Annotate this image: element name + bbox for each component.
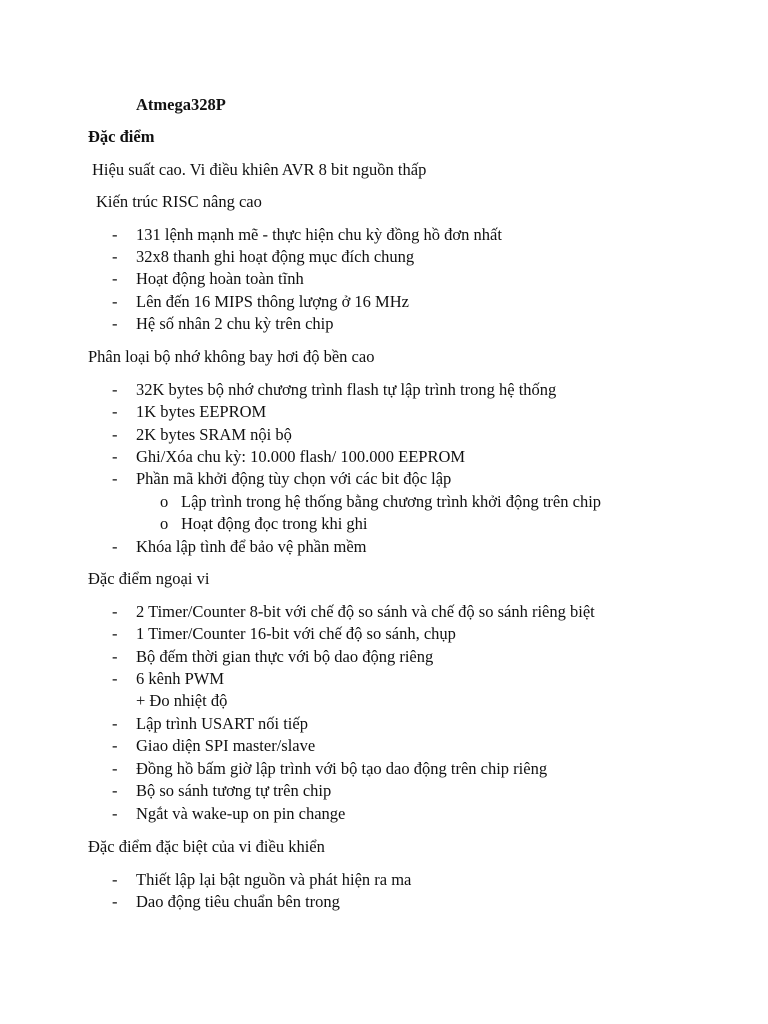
list-item bbox=[112, 803, 345, 826]
dash-marker: - bbox=[112, 469, 118, 488]
list-item bbox=[112, 735, 315, 758]
document-title: Atmega328P bbox=[136, 95, 226, 114]
dash-marker: - bbox=[112, 669, 118, 688]
dash-marker: - bbox=[112, 425, 118, 444]
circle-bullet-icon: o bbox=[160, 492, 169, 511]
list-item bbox=[112, 891, 340, 914]
list-item-text: Giao diện SPI master/slave bbox=[136, 736, 316, 755]
list-item bbox=[112, 601, 595, 624]
list-item bbox=[112, 668, 224, 691]
list-item-text: Dao động tiêu chuẩn bên trong bbox=[136, 892, 340, 911]
list-item-text: 32K bytes bộ nhớ chương trình flash tự lập trình trong hệ thống bbox=[136, 380, 557, 399]
list-item-text: 32x8 thanh ghi hoạt động mục đích chung bbox=[136, 247, 415, 266]
dash-marker: - bbox=[112, 537, 118, 556]
list-item-text: Hoạt động hoàn toàn tĩnh bbox=[136, 269, 304, 288]
dash-marker: - bbox=[112, 759, 118, 778]
dash-marker: - bbox=[112, 736, 118, 755]
list-item-text: 131 lệnh mạnh mẽ - thực hiện chu kỳ đồng hồ đơn nhất bbox=[136, 225, 502, 244]
list-item-text: Bộ đếm thời gian thực với bộ dao động riêng bbox=[136, 647, 434, 666]
dash-marker: - bbox=[112, 602, 118, 621]
list-item bbox=[112, 758, 547, 781]
list-item-text: Lập trình USART nối tiếp bbox=[136, 714, 308, 733]
dash-marker: - bbox=[112, 647, 118, 666]
paragraph-architecture: Kiến trúc RISC nâng cao bbox=[96, 192, 262, 211]
list-item bbox=[112, 713, 308, 736]
list-item-text: Lên đến 16 MIPS thông lượng ở 16 MHz bbox=[136, 292, 409, 311]
list-item-text: Đồng hồ bấm giờ lập trình với bộ tạo dao động trên chip riêng bbox=[136, 759, 548, 778]
sub-list-item bbox=[160, 491, 601, 514]
section-heading-special: Đặc điểm đặc biệt của vi điều khiển bbox=[88, 837, 325, 856]
dash-marker: - bbox=[112, 804, 118, 823]
list-item-text: 2 Timer/Counter 8-bit với chế độ so sánh và chế độ so sánh riêng biệt bbox=[136, 602, 595, 621]
dash-marker: - bbox=[112, 447, 118, 466]
dash-marker: - bbox=[112, 781, 118, 800]
list-continuation: + Đo nhiệt độ bbox=[136, 691, 228, 710]
dash-marker: - bbox=[112, 292, 118, 311]
list-item bbox=[112, 446, 465, 469]
dash-marker: - bbox=[112, 624, 118, 643]
list-item-text: Ngắt và wake-up on pin change bbox=[136, 804, 346, 823]
list-item bbox=[112, 224, 502, 247]
list-item bbox=[112, 468, 451, 491]
list-item bbox=[112, 646, 433, 669]
list-item bbox=[112, 623, 456, 646]
list-item-text: 1 Timer/Counter 16-bit với chế độ so sánh, chụp bbox=[136, 624, 456, 643]
dash-marker: - bbox=[112, 247, 118, 266]
list-item bbox=[112, 246, 414, 269]
list-item bbox=[112, 401, 266, 424]
list-item bbox=[112, 268, 304, 291]
dash-marker: - bbox=[112, 380, 118, 399]
list-item bbox=[112, 780, 331, 803]
list-item bbox=[112, 424, 292, 447]
list-item-text: 1K bytes EEPROM bbox=[136, 402, 267, 421]
list-item bbox=[112, 291, 409, 314]
section-heading-features: Đặc điểm bbox=[88, 127, 155, 146]
dash-marker: - bbox=[112, 269, 118, 288]
list-item bbox=[112, 313, 334, 336]
list-item bbox=[112, 536, 366, 559]
list-item-text: Khóa lập tình để bảo vệ phần mềm bbox=[136, 537, 367, 556]
list-item-text: 6 kênh PWM bbox=[136, 669, 224, 688]
list-item bbox=[112, 869, 411, 892]
section-heading-peripherals: Đặc điểm ngoại vi bbox=[88, 569, 210, 588]
list-item-text: Phần mã khởi động tùy chọn với các bit độc lập bbox=[136, 469, 452, 488]
circle-bullet-icon: o bbox=[160, 514, 169, 533]
dash-marker: - bbox=[112, 892, 118, 911]
sub-list-item-text: Lập trình trong hệ thống bằng chương trình khởi động trên chip bbox=[181, 492, 602, 511]
list-item-text: Ghi/Xóa chu kỳ: 10.000 flash/ 100.000 EEPROM bbox=[136, 447, 466, 466]
dash-marker: - bbox=[112, 225, 118, 244]
dash-marker: - bbox=[112, 402, 118, 421]
dash-marker: - bbox=[112, 870, 118, 889]
dash-marker: - bbox=[112, 314, 118, 333]
list-item-text: Hệ số nhân 2 chu kỳ trên chip bbox=[136, 314, 334, 333]
sub-list-item bbox=[160, 513, 368, 536]
paragraph-performance: Hiệu suất cao. Vi điều khiên AVR 8 bit nguồn thấp bbox=[92, 160, 427, 179]
dash-marker: - bbox=[112, 714, 118, 733]
list-item-text: Bộ so sánh tương tự trên chip bbox=[136, 781, 332, 800]
list-item-text: 2K bytes SRAM nội bộ bbox=[136, 425, 292, 444]
sub-list-item-text: Hoạt động đọc trong khi ghi bbox=[181, 514, 368, 533]
list-item bbox=[112, 379, 556, 402]
list-item-text: Thiết lập lại bật nguồn và phát hiện ra ma bbox=[136, 870, 412, 889]
section-heading-memory: Phân loại bộ nhớ không bay hơi độ bền cao bbox=[88, 347, 375, 366]
